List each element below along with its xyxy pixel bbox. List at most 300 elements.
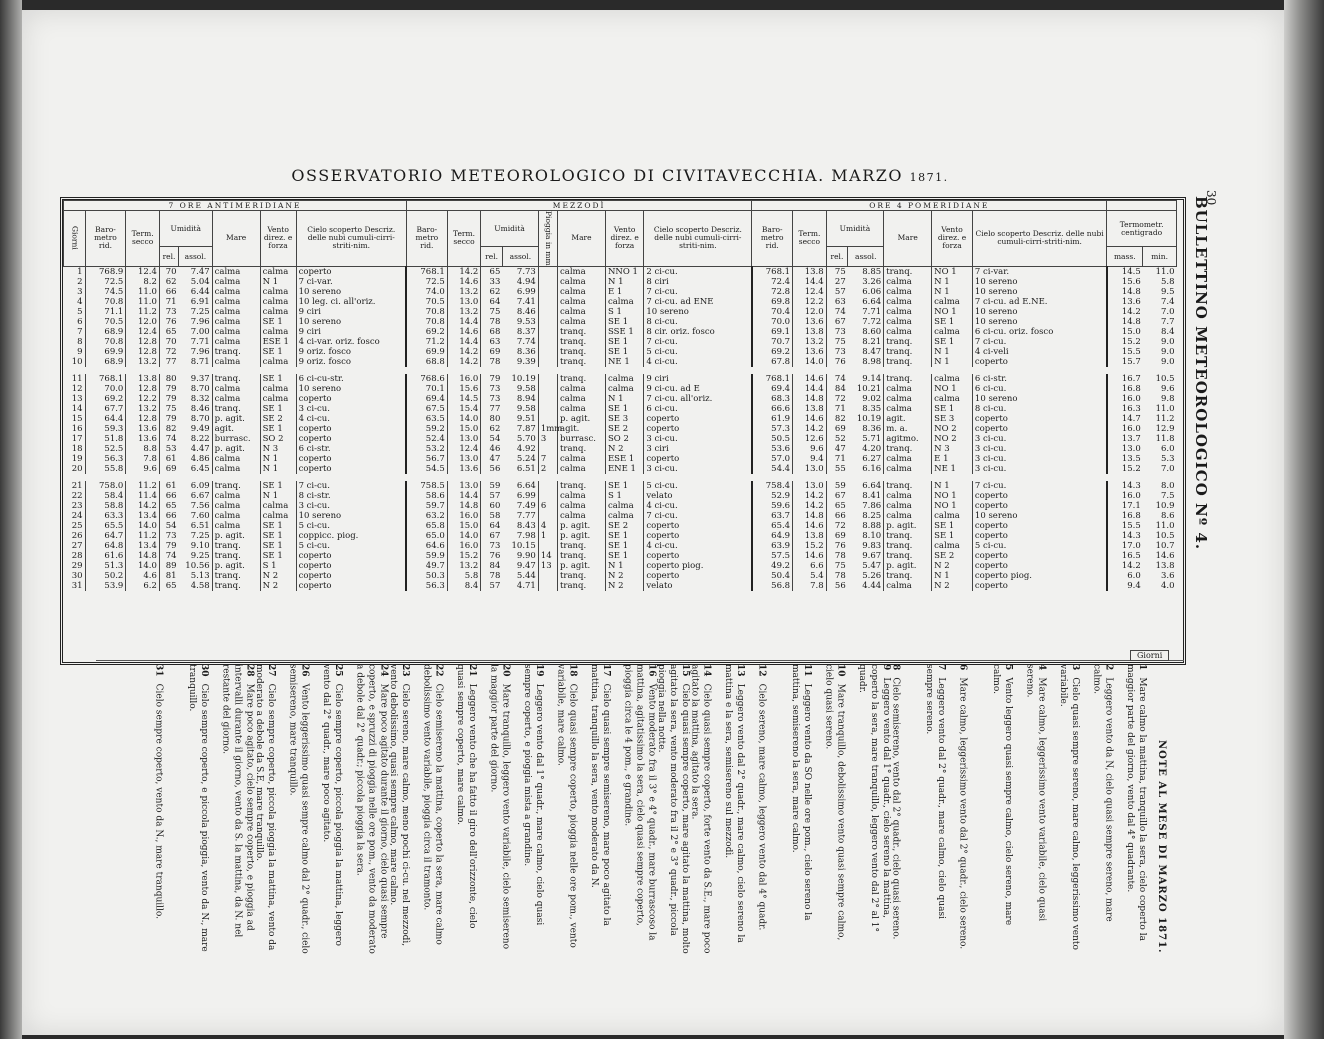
cell-temp-min: 10.5 (1155, 530, 1175, 541)
cell-wind-am: N 2 (260, 581, 296, 591)
note-day: 17 (601, 664, 611, 680)
cell-barometer-pm: 65.4 (752, 521, 793, 531)
cell-rain-noon (538, 384, 557, 394)
cell-hum-abs-am: 9.37 (190, 373, 210, 384)
cell-barometer-pm: 68.3 (752, 394, 793, 404)
note-text: Cielo sereno, mare calmo, leggero vento dal 4° quadr. (756, 683, 767, 931)
cell-hum-abs-pm: 8.85 (862, 266, 882, 277)
cell-hum-rel-am: 73 (159, 307, 178, 317)
cell-temp-am: 14.0 (126, 561, 160, 571)
note-column (220, 664, 256, 954)
table-row (64, 561, 1177, 571)
cell-temp-max: 13.5 (1107, 454, 1143, 464)
cell-temp-noon: 14.6 (447, 327, 481, 337)
cell-hum-abs-noon: 10.19 (511, 373, 536, 384)
cell-hum-rel-pm: 56 (826, 581, 848, 591)
cell-sea-am: calma (212, 511, 260, 521)
table-row (64, 551, 1177, 561)
note-column (1091, 664, 1115, 954)
cell-wind-noon: SE 1 (605, 481, 643, 491)
cell-day: 23 (71, 500, 83, 511)
notes-giorni-label: Giorni (1130, 650, 1169, 661)
cell-wind-am: SE 1 (260, 531, 296, 541)
cell-wind-noon: SE 1 (605, 317, 643, 327)
cell-sky-am: coperto (296, 581, 406, 591)
table-row (64, 266, 1177, 277)
cell-temp-pm: 14.6 (793, 414, 827, 424)
cell-hum-rel-noon: 57 (481, 491, 503, 501)
cell-temp-pm: 14.0 (793, 357, 827, 367)
cell-sea-pm: calma (884, 287, 932, 297)
cell-barometer-noon: 53.2 (406, 444, 447, 454)
cell-hum-rel-am: 75 (159, 404, 178, 414)
cell-rain-noon (538, 317, 557, 327)
cell-hum-rel-pm: 63 (826, 297, 848, 307)
cell-hum-abs-noon: 7.74 (516, 336, 536, 347)
table-row (64, 337, 1177, 347)
cell-sky-am: coperto (296, 394, 406, 404)
cell-wind-noon: SSE 1 (605, 327, 643, 337)
cell-sea-am: calma (212, 307, 260, 317)
cell-barometer-am: 61.6 (85, 551, 126, 561)
cell-hum-abs-pm: 6.64 (862, 296, 882, 307)
cell-sky-noon: velato (644, 581, 752, 591)
cell-temp-pm: 12.4 (793, 287, 827, 297)
cell-temp-noon: 12.4 (447, 444, 481, 454)
cell-hum-rel-am: 77 (159, 357, 178, 367)
cell-hum-abs-am: 9.49 (190, 423, 210, 434)
cell-hum-rel-noon: 78 (481, 571, 503, 581)
cell-temp-am: 12.0 (126, 317, 160, 327)
note-text: Vento leggerissimo quasi sempre calmo dal 2° quadr., cielo semisereno, mare tranquillo. (287, 664, 310, 954)
cell-wind-noon: ENE 1 (605, 464, 643, 474)
cell-wind-noon: N 1 (605, 277, 643, 287)
note-text: Cielo sempre coperto, piccola pioggia la mattina, leggero vento dal 2° quadr., mare poco agitato. (321, 664, 343, 946)
cell-hum-abs-pm: 7.71 (862, 306, 882, 317)
header-rel-noon: rel. (481, 247, 503, 266)
cell-sky-am: coperto (296, 424, 406, 434)
cell-hum-rel-am: 62 (159, 277, 178, 287)
cell-temp-noon: 15.0 (447, 424, 481, 434)
header-cielo-noon: Cielo scoperto Descriz. delle nubi cumuli-cirri-striti-nim. (644, 211, 752, 267)
note-day: 8 (890, 664, 901, 674)
cell-temp-noon: 13.0 (447, 297, 481, 307)
cell-wind-am: N 1 (260, 491, 296, 501)
cell-temp-min: 11.0 (1155, 403, 1175, 414)
cell-barometer-am: 768.1 (85, 374, 126, 384)
cell-barometer-am: 64.8 (85, 541, 126, 551)
cell-hum-rel-pm: 82 (826, 414, 848, 424)
cell-temp-noon: 14.4 (447, 317, 481, 327)
cell-sky-noon: coperto (644, 414, 752, 424)
cell-sea-am: p. agit. (212, 561, 260, 571)
cell-wind-pm: N 1 (932, 481, 973, 491)
cell-temp-am: 11.2 (126, 531, 160, 541)
cell-hum-abs-pm: 8.41 (862, 490, 882, 501)
cell-sky-am: 9 ciri (296, 327, 406, 337)
cell-hum-abs-pm: 5.26 (862, 570, 882, 581)
cell-sea-am: calma (212, 394, 260, 404)
row-gap-cell (64, 474, 1177, 481)
cell-sea-noon: calma (558, 384, 606, 394)
cell-barometer-noon: 758.5 (406, 481, 447, 491)
cell-wind-pm: NO 2 (932, 434, 973, 444)
cell-sea-pm: calma (884, 501, 932, 511)
note-day: 26 (299, 664, 310, 680)
cell-barometer-pm: 54.4 (752, 464, 793, 474)
cell-sky-pm: coperto (972, 357, 1106, 367)
cell-hum-abs-noon: 7.73 (516, 266, 536, 277)
cell-day: 16 (71, 423, 83, 434)
header-cielo: Cielo scoperto Descriz. delle nubi cumuli-cirri-striti-nim. (296, 211, 406, 267)
cell-sea-noon: tranq. (558, 374, 606, 384)
cell-day: 4 (77, 296, 83, 307)
cell-temp-pm: 14.4 (793, 277, 827, 287)
cell-temp-max: 16.0 (1107, 394, 1143, 404)
cell-hum-rel-pm: 66 (826, 511, 848, 521)
cell-temp-am: 14.2 (126, 501, 160, 511)
cell-wind-noon: SE 3 (605, 414, 643, 424)
cell-sea-pm: tranq. (884, 266, 932, 277)
cell-temp-noon: 16.0 (447, 511, 481, 521)
page-title (280, 166, 960, 185)
cell-hum-rel-pm: 59 (826, 481, 848, 491)
section-morning: 7 ORE ANTIMERIDIANE (64, 201, 407, 211)
cell-hum-abs-am: 7.25 (190, 306, 210, 317)
cell-temp-noon: 16.0 (447, 541, 481, 551)
cell-hum-rel-noon: 54 (481, 434, 503, 444)
cell-hum-abs-am: 8.71 (190, 356, 210, 367)
cell-day: 6 (77, 316, 83, 327)
cell-wind-am: calma (260, 297, 296, 307)
cell-sky-noon: 7 ci-cu. (644, 511, 752, 521)
cell-sky-pm: 8 ci-cu. (972, 404, 1106, 414)
note-text: Cielo quasi sempre semisereno, mare poco agitato la mattina, tranquillo la sera, vento moderato da N. (589, 664, 611, 926)
cell-temp-noon: 8.4 (447, 581, 481, 591)
note-day: 28 (244, 664, 255, 680)
cell-temp-pm: 14.6 (793, 374, 827, 384)
cell-wind-noon: SE 2 (605, 521, 643, 531)
cell-wind-noon: S 1 (605, 307, 643, 317)
cell-sea-pm: p. agit. (884, 561, 932, 571)
title-year: 1871. (909, 171, 949, 184)
cell-hum-abs-pm: 8.21 (862, 336, 882, 347)
cell-wind-pm: N 3 (932, 444, 973, 454)
cell-sea-noon: p. agit. (558, 561, 606, 571)
table-row (64, 454, 1177, 464)
cell-temp-max: 17.0 (1107, 541, 1143, 551)
cell-sea-pm: tranq. (884, 571, 932, 581)
cell-temp-max: 14.8 (1107, 317, 1143, 327)
cell-hum-rel-pm: 74 (826, 307, 848, 317)
note-text: Leggero vento dal 2° quadr., mare calmo, cielo sereno la mattina e la sera, semisereno sul mezzodì. (723, 664, 745, 943)
cell-hum-abs-pm: 4.44 (862, 580, 882, 591)
cell-barometer-noon: 65.8 (406, 521, 447, 531)
cell-hum-rel-am: 69 (159, 464, 178, 474)
cell-sea-am: tranq. (212, 374, 260, 384)
cell-sea-am: calma (212, 327, 260, 337)
cell-sea-am: tranq. (212, 347, 260, 357)
cell-hum-abs-noon: 7.98 (516, 530, 536, 541)
cell-barometer-noon: 72.5 (406, 277, 447, 287)
cell-sky-pm: 10 sereno (972, 307, 1106, 317)
cell-sky-noon: 4 ci-cu. (644, 357, 752, 367)
table-row (64, 571, 1177, 581)
cell-temp-min: 9.0 (1160, 336, 1175, 347)
cell-hum-rel-noon: 56 (481, 464, 503, 474)
cell-wind-noon: NE 1 (605, 357, 643, 367)
column-header-row (64, 211, 1177, 247)
header-cielo-pm: Cielo scoperto Descriz. delle nubi cumuli-cirri-striti-nim. (972, 211, 1106, 267)
cell-hum-abs-am: 7.00 (190, 326, 210, 337)
cell-sky-pm: 3 ci-cu. (972, 434, 1106, 444)
cell-wind-pm: SE 1 (932, 317, 973, 327)
cell-barometer-noon: 52.4 (406, 434, 447, 444)
cell-sea-noon: tranq. (558, 551, 606, 561)
cell-barometer-am: 50.2 (85, 571, 126, 581)
note-column (253, 664, 277, 954)
cell-temp-am: 13.6 (126, 424, 160, 434)
cell-wind-noon: calma (605, 374, 643, 384)
table-row (64, 464, 1177, 474)
cell-hum-rel-pm: 76 (826, 357, 848, 367)
cell-sky-pm: coperto (972, 551, 1106, 561)
cell-hum-rel-noon: 75 (481, 307, 503, 317)
cell-barometer-noon: 70.8 (406, 307, 447, 317)
cell-hum-abs-am: 6.45 (190, 463, 210, 474)
cell-wind-pm: NO 1 (932, 307, 973, 317)
cell-hum-rel-am: 61 (159, 481, 178, 491)
table-row (64, 384, 1177, 394)
cell-temp-min: 11.0 (1155, 266, 1175, 277)
cell-sky-pm: 5 ci-cu. (972, 541, 1106, 551)
cell-sea-am: calma (212, 491, 260, 501)
cell-day: 1 (77, 266, 83, 277)
cell-sea-noon: p. agit. (558, 414, 606, 424)
cell-temp-pm: 7.8 (793, 581, 827, 591)
cell-temp-min: 10.9 (1155, 500, 1175, 511)
cell-hum-rel-noon: 67 (481, 531, 503, 541)
cell-hum-rel-noon: 64 (481, 521, 503, 531)
note-text: Mare calmo la mattina, tranquillo la sera, cielo coperto la maggior parte del giorno, vento dal 4° quadrante. (1125, 664, 1147, 941)
cell-day: 14 (71, 403, 83, 414)
cell-hum-abs-noon: 8.94 (516, 393, 536, 404)
cell-hum-abs-pm: 6.27 (862, 453, 882, 464)
cell-day: 26 (71, 530, 83, 541)
table-row (64, 357, 1177, 367)
cell-wind-am: SE 1 (260, 541, 296, 551)
cell-hum-rel-noon: 78 (481, 357, 503, 367)
header-vento-noon: Vento direz. e forza (605, 211, 643, 267)
cell-rain-noon (538, 307, 557, 317)
cell-sea-am: calma (212, 297, 260, 307)
cell-hum-rel-noon: 78 (481, 317, 503, 327)
cell-temp-min: 10.7 (1155, 540, 1175, 551)
cell-temp-pm: 14.6 (793, 551, 827, 561)
note-text: Cielo sempre coperto, piccola pioggia la mattina, vento da moderato a debole da S.E, mare tranquillo. (254, 664, 276, 951)
cell-temp-am: 14.0 (126, 521, 160, 531)
note-text: Cielo sempre coperto, e piccola pioggia, vento da N., mare tranquillo. (187, 664, 209, 952)
note-text: Mare tranquillo, leggero vento variabile, cielo semisereno la maggior parte del giorno. (488, 664, 511, 950)
cell-hum-abs-noon: 8.37 (516, 326, 536, 337)
cell-sea-pm: calma (884, 394, 932, 404)
cell-hum-abs-noon: 9.58 (516, 383, 536, 394)
cell-wind-pm: calma (932, 374, 973, 384)
cell-temp-max: 15.2 (1107, 337, 1143, 347)
cell-rain-noon (538, 414, 557, 424)
cell-sky-am: 7 ci-cu. (296, 481, 406, 491)
cell-wind-pm: E 1 (932, 454, 973, 464)
cell-wind-noon: SE 2 (605, 424, 643, 434)
cell-wind-am: calma (260, 307, 296, 317)
cell-hum-rel-am: 65 (159, 327, 178, 337)
cell-temp-pm: 5.4 (793, 571, 827, 581)
cell-barometer-pm: 69.4 (752, 384, 793, 394)
note-column (521, 664, 545, 954)
cell-temp-am: 13.2 (126, 404, 160, 414)
cell-sky-noon: 3 ci-cu. (644, 434, 752, 444)
cell-hum-rel-noon: 77 (481, 404, 503, 414)
cell-barometer-am: 51.3 (85, 561, 126, 571)
cell-sky-pm: 3 ci-cu. (972, 444, 1106, 454)
note-column (823, 664, 847, 954)
cell-wind-pm: NO 1 (932, 491, 973, 501)
cell-sea-pm: calma (884, 511, 932, 521)
cell-barometer-am: 56.3 (85, 454, 126, 464)
cell-hum-abs-noon: 5.44 (516, 570, 536, 581)
cell-temp-max: 14.3 (1107, 531, 1143, 541)
cell-sky-noon: 7 ci-cu. (644, 337, 752, 347)
cell-temp-noon: 13.2 (447, 561, 481, 571)
cell-sky-am: coperto (296, 561, 406, 571)
cell-wind-noon: calma (605, 297, 643, 307)
cell-sea-noon: calma (558, 464, 606, 474)
cell-barometer-am: 63.3 (85, 511, 126, 521)
note-day: 6 (957, 664, 968, 674)
cell-hum-abs-noon: 7.49 (516, 500, 536, 511)
cell-barometer-pm: 63.9 (752, 541, 793, 551)
weather-table (63, 200, 1177, 591)
note-text: Vento moderato fra il 3° e 4° quadr., mare burrascoso la mattina, agitatissimo la sera, cielo quasi sempre coperto, pioggia circa le 4 pom., e grandine. (622, 664, 657, 941)
cell-wind-pm: N 2 (932, 561, 973, 571)
cell-hum-abs-noon: 6.51 (516, 463, 536, 474)
row-gap (64, 474, 1177, 481)
cell-hum-rel-am: 66 (159, 511, 178, 521)
cell-sea-am: tranq. (212, 541, 260, 551)
cell-sky-am: 9 oriz. fosco (296, 357, 406, 367)
header-barometro-pm: Baro-metro rid. (752, 211, 793, 267)
cell-temp-max: 16.0 (1107, 424, 1143, 434)
cell-temp-max: 14.8 (1107, 287, 1143, 297)
cell-sky-pm: 3 ci-cu. (972, 454, 1106, 464)
note-column (655, 664, 691, 954)
cell-hum-rel-noon: 73 (481, 384, 503, 394)
cell-temp-noon: 13.6 (447, 464, 481, 474)
header-pioggia: Pioggia in mm (538, 211, 557, 267)
cell-barometer-noon: 54.5 (406, 464, 447, 474)
cell-hum-rel-pm: 75 (826, 561, 848, 571)
cell-hum-abs-pm: 9.14 (862, 373, 882, 384)
cell-hum-abs-am: 9.25 (190, 550, 210, 561)
note-day: 1 (1137, 664, 1147, 674)
cell-rain-noon: 1mm (538, 424, 557, 434)
cell-sea-noon: calma (558, 307, 606, 317)
cell-rain-noon (538, 374, 557, 384)
cell-hum-rel-noon: 62 (481, 287, 503, 297)
cell-day: 13 (71, 393, 83, 404)
cell-sea-pm: calma (884, 297, 932, 307)
cell-wind-pm: SE 1 (932, 531, 973, 541)
cell-wind-noon: SO 2 (605, 434, 643, 444)
cell-rain-noon (538, 287, 557, 297)
row-gap (64, 367, 1177, 374)
table-row (64, 481, 1177, 491)
cell-hum-abs-noon: 9.39 (516, 356, 536, 367)
cell-temp-am: 14.8 (126, 551, 160, 561)
cell-barometer-pm: 50.4 (752, 571, 793, 581)
cell-temp-am: 11.0 (126, 297, 160, 307)
cell-rain-noon (538, 266, 557, 277)
cell-rain-noon: 3 (538, 434, 557, 444)
cell-temp-max: 13.0 (1107, 444, 1143, 454)
cell-day: 22 (71, 490, 83, 501)
header-barometro-noon: Baro-metro rid. (406, 211, 447, 267)
cell-rain-noon (538, 541, 557, 551)
cell-sky-pm: 7 ci-cu. (972, 481, 1106, 491)
cell-hum-rel-noon: 65 (481, 266, 503, 277)
cell-hum-rel-pm: 72 (826, 394, 848, 404)
header-rel: rel. (159, 247, 178, 266)
table-row (64, 511, 1177, 521)
note-text: Cielo sempre coperto, vento da N., mare tranquillo. (153, 683, 164, 920)
cell-rain-noon: 6 (538, 501, 557, 511)
cell-hum-rel-noon: 80 (481, 414, 503, 424)
cell-sky-noon: 5 ci-cu. (644, 481, 752, 491)
cell-wind-am: N 3 (260, 444, 296, 454)
cell-barometer-pm: 768.1 (752, 266, 793, 277)
cell-hum-abs-am: 10.56 (185, 560, 210, 571)
cell-barometer-pm: 67.8 (752, 357, 793, 367)
cell-rain-noon: 7 (538, 454, 557, 464)
cell-sky-pm: 7 ci-cu. (972, 337, 1106, 347)
cell-barometer-am: 68.9 (85, 357, 126, 367)
cell-day: 3 (77, 286, 83, 297)
cell-day: 20 (71, 463, 83, 474)
cell-sea-noon: calma (558, 287, 606, 297)
cell-hum-abs-pm: 5.71 (862, 433, 882, 444)
cell-barometer-pm: 56.8 (752, 581, 793, 591)
cell-hum-rel-am: 70 (159, 337, 178, 347)
cell-barometer-pm: 69.1 (752, 327, 793, 337)
cell-temp-max: 14.7 (1107, 414, 1143, 424)
cell-temp-noon: 13.0 (447, 454, 481, 464)
cell-hum-rel-pm: 76 (826, 541, 848, 551)
cell-rain-noon: 4 (538, 521, 557, 531)
cell-wind-noon: calma (605, 384, 643, 394)
note-text: Leggero vento da SO nelle ore pom., cielo sereno la mattina, semisereno la sera, mare calmo. (790, 664, 812, 921)
cell-barometer-noon: 63.2 (406, 511, 447, 521)
cell-hum-rel-noon: 63 (481, 337, 503, 347)
cell-barometer-noon: 63.5 (406, 414, 447, 424)
cell-hum-abs-am: 8.70 (190, 413, 210, 424)
cell-hum-abs-pm: 7.86 (862, 500, 882, 511)
header-assol-noon: assol. (502, 247, 538, 266)
cell-sea-pm: calma (884, 277, 932, 287)
cell-barometer-noon: 68.8 (406, 357, 447, 367)
note-day: 9 (881, 664, 891, 674)
cell-sea-am: calma (212, 521, 260, 531)
cell-barometer-pm: 50.5 (752, 434, 793, 444)
